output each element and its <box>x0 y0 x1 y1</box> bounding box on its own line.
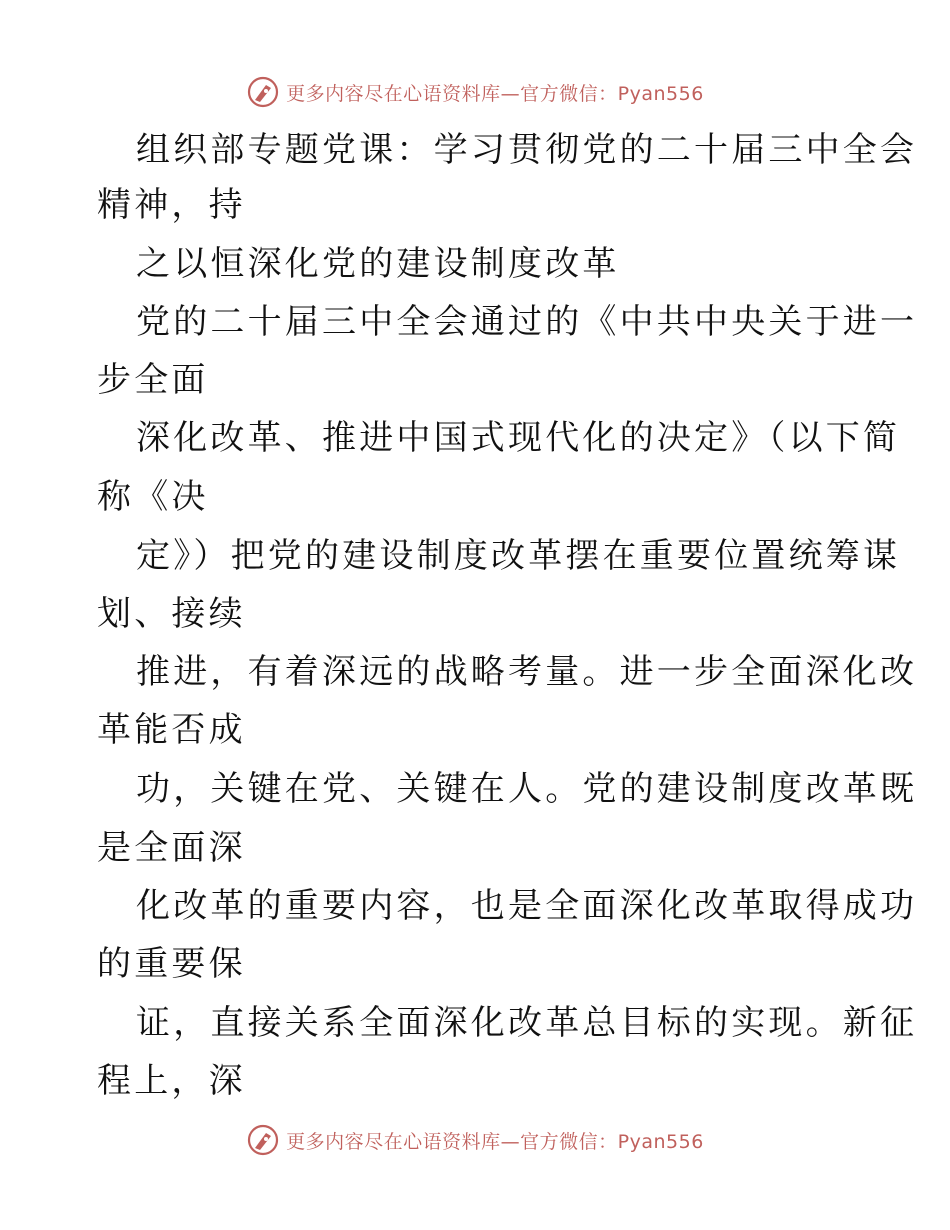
footer-watermark-text: 更多内容尽在心语资料库—官方微信：Pyan556 <box>286 1130 704 1153</box>
text-line: 深化改革、推进中国式现代化的决定》（以下简 <box>136 418 901 458</box>
text-line: 称《决 <box>97 477 209 517</box>
footer-watermark-banner <box>0 1120 950 1160</box>
pen-nib-logo-icon <box>246 75 280 109</box>
text-line: 证，直接关系全面深化改革总目标的实现。新征 <box>136 1003 918 1043</box>
header-watermark-text: 更多内容尽在心语资料库—官方微信：Pyan556 <box>286 82 704 105</box>
text-line: 之以恒深化党的建设制度改革 <box>136 244 620 284</box>
text-line: 党的二十届三中全会通过的《中共中央关于进一 <box>136 302 918 342</box>
text-line: 步全面 <box>97 360 209 400</box>
pen-nib-logo-icon <box>246 1123 280 1157</box>
text-line: 革能否成 <box>97 710 246 750</box>
text-line: 功，关键在党、关键在人。党的建设制度改革既 <box>136 769 918 809</box>
text-line: 程上，深 <box>97 1061 246 1101</box>
text-line: 化改革的重要内容，也是全面深化改革取得成功 <box>136 886 918 926</box>
text-line: 定》）把党的建设制度改革摆在重要位置统筹谋 <box>136 536 901 576</box>
text-line: 推进，有着深远的战略考量。进一步全面深化改 <box>136 652 918 692</box>
text-line: 的重要保 <box>97 944 246 984</box>
header-watermark-banner <box>0 72 950 112</box>
text-line: 划、接续 <box>97 594 246 634</box>
text-line: 精神，持 <box>97 185 246 225</box>
text-line: 是全面深 <box>97 828 246 868</box>
text-line: 组织部专题党课：学习贯彻党的二十届三中全会 <box>136 130 918 170</box>
